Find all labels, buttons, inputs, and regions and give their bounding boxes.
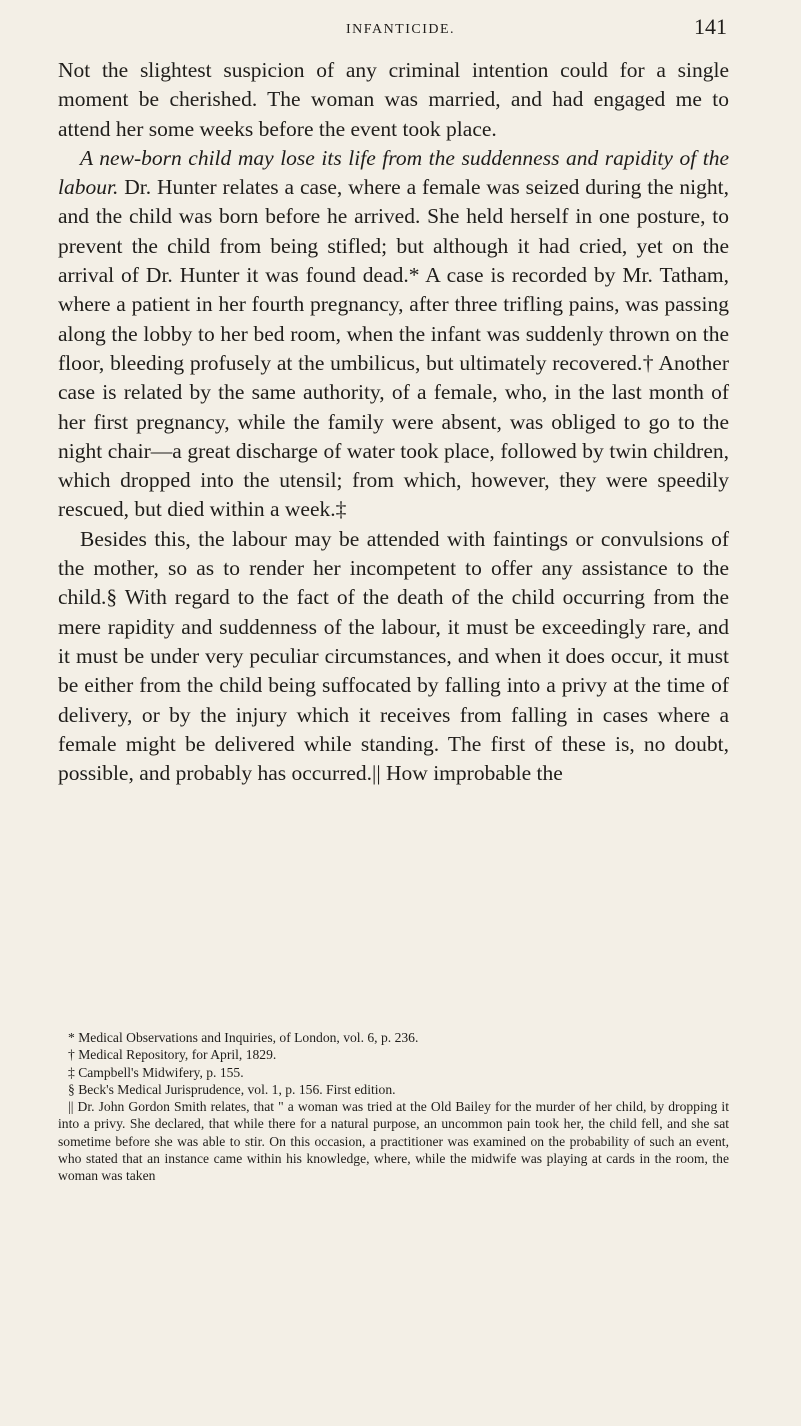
footnote: || Dr. John Gordon Smith relates, that " a woman was tried at the Old Bailey for the murder of her child, by dropping it into a privy. She declared, that while there for a natural purpose, an uncommon pain took her, the child fell, and she sat sometime before she was able to stir. On this occasion, a practitioner was examined on the probability of such an event, who stated that an instance came within his knowledge, where, while the midwife was playing at cards in the room, the woman was taken	[58, 1099, 729, 1184]
page-number: 141	[694, 14, 727, 39]
page-header	[0, 14, 801, 44]
paragraph-2-text: Dr. Hunter relates a case, where a female was seized during the night, and the child was born before he arrived. She held herself in one posture, to prevent the child from being stifled; but although it had cried, yet on the arrival of Dr. Hunter it was found dead.* A case is recorded by Mr. Tatham, where a patient in her fourth pregnancy, after three trifling pains, was passing along the lobby to her bed room, when the infant was suddenly thrown on the floor, bleeding profusely at the umbilicus, but ultimately recovered.† Another case is related by the same authority, of a female, who, in the last month of her first pregnancy, while the family were absent, was obliged to go to the night chair—a great discharge of water took place, followed by twin children, which dropped into the utensil; from which, however, they were speedily rescued, but died within a week.‡	[58, 175, 729, 522]
footnote: † Medical Repository, for April, 1829.	[68, 1047, 277, 1063]
footnote: * Medical Observations and Inquiries, of London, vol. 6, p. 236.	[68, 1030, 419, 1045]
italic-heading: A new-born child may lose its life from the suddenness and rapidity of the labour.	[58, 145, 729, 200]
footnote: ‡ Campbell's Midwifery, p. 155.	[68, 1064, 244, 1080]
running-head: INFANTICIDE.	[345, 22, 456, 37]
body-text	[58, 56, 729, 788]
footnotes	[58, 1029, 729, 1185]
paragraph-1: Not the slightest suspicion of any criminal intention could for a single moment be cherished. The woman was married, and had engaged me to attend her some weeks before the event took place.	[58, 58, 729, 141]
footnote: § Beck's Medical Jurisprudence, vol. 1, p. 156. First edition.	[68, 1081, 396, 1097]
paragraph-2	[58, 144, 729, 525]
paragraph-3: Besides this, the labour may be attended with faintings or convulsions of the mother, so as to render her incompetent to offer any assistance to the child.§ With regard to the fact of the death of the child occurring from the mere rapidity and suddenness of the labour, it must be exceedingly rare, and it must be under very peculiar circumstances, and when it does occur, it must be either from the child being suffocated by falling into a privy at the time of delivery, or by the injury which it receives from falling in cases where a female might be delivered while standing. The first of these is, no doubt, possible, and probably has occurred.|| How improbable the	[58, 526, 729, 786]
